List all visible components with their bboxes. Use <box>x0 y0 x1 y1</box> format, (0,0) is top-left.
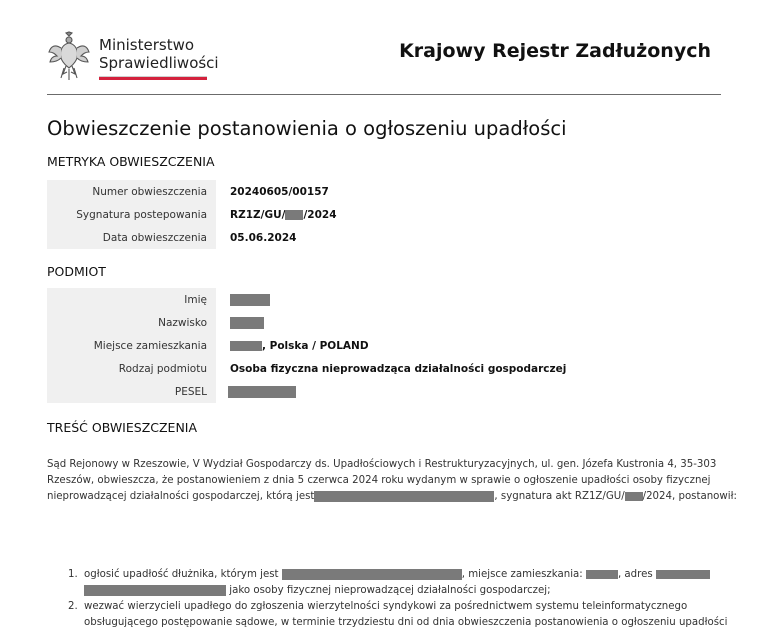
ministry-name-line2: Sprawiedliwości <box>99 54 219 72</box>
body-text: /2024, postanowił: <box>642 491 737 502</box>
body-text: nieprowadzącej działalności gospodarczej, którą jest <box>47 491 315 502</box>
field-label: Rodzaj podmiotu <box>47 357 216 380</box>
flag-bar <box>99 76 207 80</box>
field-label: PESEL <box>47 380 216 403</box>
redaction <box>230 294 270 306</box>
ministry-name-line1: Ministerstwo <box>99 36 195 54</box>
table-row <box>47 180 337 203</box>
field-label: Nazwisko <box>47 311 216 334</box>
redaction <box>230 341 262 351</box>
body-line: Rzeszów, obwieszcza, że postanowieniem z dnia 5 czerwca 2024 roku wydanym w sprawie o ogłoszenie upadłości osoby fizycznej <box>47 475 711 486</box>
redaction <box>84 585 226 596</box>
table-row <box>47 311 566 334</box>
podmiot-table <box>47 288 566 403</box>
metryka-table <box>47 180 337 249</box>
item-text: , adres <box>617 569 653 580</box>
podmiot-heading: PODMIOT <box>47 264 106 279</box>
table-row <box>47 380 566 403</box>
list-item <box>68 599 728 631</box>
signature-prefix: RZ1Z/GU/ <box>230 208 286 221</box>
redaction <box>586 570 618 579</box>
field-label: Miejsce zamieszkania <box>47 334 216 357</box>
field-value: 05.06.2024 <box>230 231 297 244</box>
table-row <box>47 357 566 380</box>
item-number: 1. <box>68 569 78 580</box>
list-item <box>68 567 728 599</box>
field-value: Osoba fizyczna nieprowadząca działalności gospodarczej <box>230 362 567 375</box>
field-value <box>216 203 337 226</box>
item-text: , miejsce zamieszkania: <box>461 569 583 580</box>
decision-list <box>68 567 728 631</box>
field-value <box>216 380 566 403</box>
tresc-heading: TREŚĆ OBWIESZCZENIA <box>47 420 198 435</box>
table-row <box>47 288 566 311</box>
country: , Polska / POLAND <box>262 339 369 352</box>
notice-body <box>47 457 737 505</box>
redaction <box>625 492 643 501</box>
item-text: jako osoby fizycznej nieprowadzącej działalności gospodarczej; <box>229 585 551 596</box>
page-title: Obwieszczenie postanowienia o ogłoszeniu upadłości <box>47 117 567 140</box>
polish-eagle-icon <box>47 30 91 82</box>
field-label: Numer obwieszczenia <box>47 180 216 203</box>
field-value <box>216 311 566 334</box>
item-number: 2. <box>68 601 78 612</box>
registry-title: Krajowy Rejestr Zadłużonych <box>399 40 711 62</box>
field-label: Data obwieszczenia <box>47 226 216 249</box>
table-row <box>47 334 566 357</box>
field-value: 20240605/00157 <box>230 185 329 198</box>
redaction <box>314 491 494 502</box>
metryka-heading: METRYKA OBWIESZCZENIA <box>47 154 215 169</box>
redaction <box>228 386 296 398</box>
redaction <box>230 317 264 329</box>
item-text: obsługującego postępowanie sądowe, w terminie trzydziestu dni od dnia obwieszczenia postanowienia o ogłoszeniu upadłości <box>84 617 728 628</box>
body-line <box>47 489 737 505</box>
table-row <box>47 226 337 249</box>
item-text: wezwać wierzycieli upadłego do zgłoszenia wierzytelności syndykowi za pośrednictwem systemu teleinformatycznego <box>84 601 688 612</box>
redaction <box>285 210 303 220</box>
body-text: , sygnatura akt RZ1Z/GU/ <box>494 491 625 502</box>
body-line: Sąd Rejonowy w Rzeszowie, V Wydział Gospodarczy ds. Upadłościowych i Restrukturyzacyjnych, ul. gen. Józefa Kustronia 4, 35-303 <box>47 459 717 470</box>
field-label: Sygnatura postepowania <box>47 203 216 226</box>
redaction <box>282 569 462 580</box>
field-value <box>216 288 566 311</box>
ministry-logo[interactable] <box>47 30 217 86</box>
signature-suffix: /2024 <box>303 208 337 221</box>
redaction <box>656 570 710 579</box>
field-label: Imię <box>47 288 216 311</box>
site-header <box>47 28 721 95</box>
table-row <box>47 203 337 226</box>
field-value <box>216 334 566 357</box>
item-text: ogłosić upadłość dłużnika, którym jest <box>84 569 279 580</box>
